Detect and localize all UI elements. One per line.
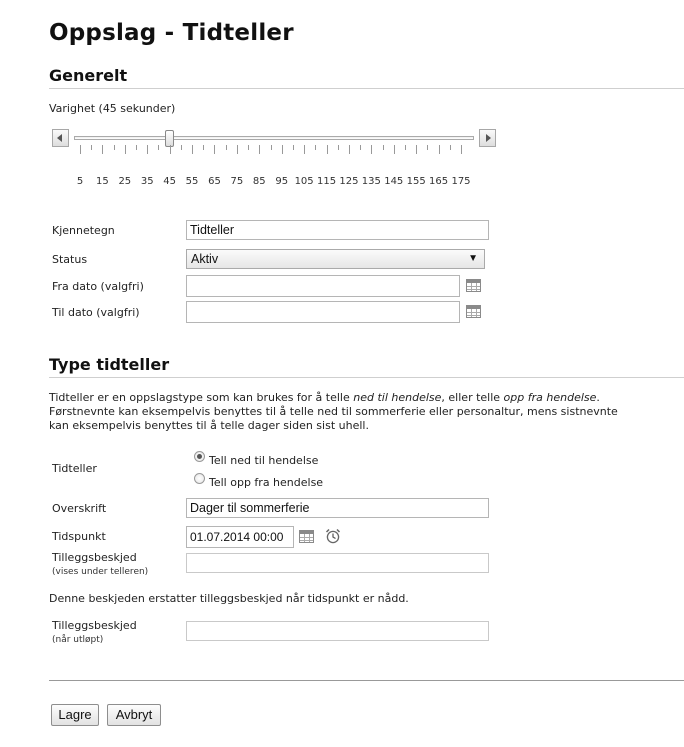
slider-tick (170, 145, 171, 154)
slider-track[interactable] (74, 136, 474, 140)
slider-tick-label: 35 (140, 176, 154, 187)
identifier-label: Kjennetegn (52, 224, 115, 237)
slider-tick-label: 95 (275, 176, 289, 187)
slider-tick (226, 145, 227, 150)
to-date-label: Til dato (valgfri) (52, 306, 140, 319)
divider (49, 88, 684, 89)
slider-tick (125, 145, 126, 154)
slider-tick (315, 145, 316, 150)
time-input[interactable] (186, 526, 294, 548)
triangle-left-icon (57, 134, 62, 142)
slider-tick (136, 145, 137, 150)
slider-tick (405, 145, 406, 150)
slider-tick-label: 125 (339, 176, 359, 187)
page-title: Oppslag - Tidteller (49, 20, 294, 46)
alarm-clock-icon[interactable] (325, 528, 341, 544)
slider-tick (80, 145, 81, 154)
slider-tick-label: 135 (361, 176, 381, 187)
slider-tick (450, 145, 451, 150)
slider-tick-label: 15 (96, 176, 109, 187)
calendar-icon[interactable] (299, 530, 314, 543)
expired-message-input[interactable] (186, 621, 489, 641)
slider-tick (461, 145, 462, 154)
section-heading-counter-type: Type tidteller (49, 355, 170, 374)
divider (49, 377, 684, 378)
slider-tick (439, 145, 440, 154)
slider-tick (327, 145, 328, 154)
cancel-button[interactable]: Avbryt (107, 704, 161, 726)
slider-tick (181, 145, 182, 150)
description-line-2: Førstnevnte kan eksempelvis benyttes til å telle ned til sommerferie eller personaltur, mens sistnevnte (49, 405, 618, 418)
slider-tick (360, 145, 361, 150)
slider-right-arrow-button[interactable] (479, 129, 496, 147)
slider-tick (102, 145, 103, 154)
heading-input[interactable] (186, 498, 489, 518)
slider-tick-label: 85 (252, 176, 266, 187)
slider-tick-label: 25 (118, 176, 132, 187)
slider-tick (293, 145, 294, 150)
slider-tick-label: 105 (294, 176, 314, 187)
heading-label: Overskrift (52, 502, 107, 515)
status-select[interactable] (186, 249, 485, 269)
radio-count-up[interactable] (194, 473, 205, 484)
slider-tick (416, 145, 417, 154)
duration-label: Varighet (45 sekunder) (49, 102, 176, 115)
expired-message-subtitle: (når utløpt) (52, 635, 104, 645)
slider-tick (349, 145, 350, 154)
slider-tick (192, 145, 193, 154)
description-line-3: kan eksempelvis benyttes til å telle dager siden sist uhell. (49, 419, 369, 432)
slider-tick (394, 145, 395, 154)
extra-message-subtitle: (vises under telleren) (52, 567, 149, 577)
expired-message-label (52, 619, 137, 645)
counter-label: Tidteller (52, 462, 97, 475)
triangle-right-icon (486, 134, 491, 142)
slider-tick-label: 175 (451, 176, 471, 187)
slider-tick (304, 145, 305, 154)
slider-tick (158, 145, 159, 150)
from-date-label: Fra dato (valgfri) (52, 280, 144, 293)
slider-tick (259, 145, 260, 154)
slider-tick (248, 145, 249, 150)
section-heading-general: Generelt (49, 66, 128, 85)
slider-tick-label: 75 (230, 176, 244, 187)
extra-message-input[interactable] (186, 553, 489, 573)
replace-note: Denne beskjeden erstatter tilleggsbeskjed når tidspunkt er nådd. (49, 592, 409, 605)
from-date-input[interactable] (186, 275, 460, 297)
radio-count-up-label[interactable]: Tell opp fra hendelse (209, 476, 324, 489)
slider-tick (383, 145, 384, 150)
slider-tick-label: 45 (163, 176, 177, 187)
radio-count-down-label[interactable]: Tell ned til hendelse (209, 454, 319, 467)
slider-tick (271, 145, 272, 150)
slider-tick-label: 5 (76, 176, 84, 187)
calendar-icon[interactable] (466, 279, 481, 292)
extra-message-title: Tilleggsbeskjed (52, 551, 137, 564)
slider-tick (427, 145, 428, 150)
calendar-icon[interactable] (466, 305, 481, 318)
identifier-input[interactable] (186, 220, 489, 240)
extra-message-label (52, 551, 148, 577)
description-text (49, 391, 679, 433)
radio-count-down[interactable] (194, 451, 205, 462)
slider-tick (237, 145, 238, 154)
slider-tick (214, 145, 215, 154)
status-select-value: Aktiv (191, 252, 219, 266)
status-label: Status (52, 253, 88, 266)
slider-tick (282, 145, 283, 154)
slider-tick-label: 165 (429, 176, 449, 187)
slider-tick (114, 145, 115, 150)
slider-tick-label: 145 (384, 176, 404, 187)
slider-tick (203, 145, 204, 150)
description-line-1: Tidteller er en oppslagstype som kan brukes for å telle ned til hendelse, eller telle opp fra hendelse. (49, 391, 600, 404)
divider (49, 680, 684, 681)
to-date-input[interactable] (186, 301, 460, 323)
slider-tick-label: 65 (208, 176, 221, 187)
slider-tick-label: 155 (406, 176, 426, 187)
time-label: Tidspunkt (52, 530, 106, 543)
slider-tick (147, 145, 148, 154)
slider-tick (371, 145, 372, 154)
expired-message-title: Tilleggsbeskjed (52, 619, 137, 632)
slider-tick (338, 145, 339, 150)
slider-left-arrow-button[interactable] (52, 129, 69, 147)
slider-tick-label: 115 (316, 176, 337, 187)
save-button[interactable]: Lagre (51, 704, 99, 726)
dropdown-arrow-icon: ▼ (468, 253, 478, 264)
slider-tick (91, 145, 92, 150)
slider-tick-label: 55 (185, 176, 199, 187)
